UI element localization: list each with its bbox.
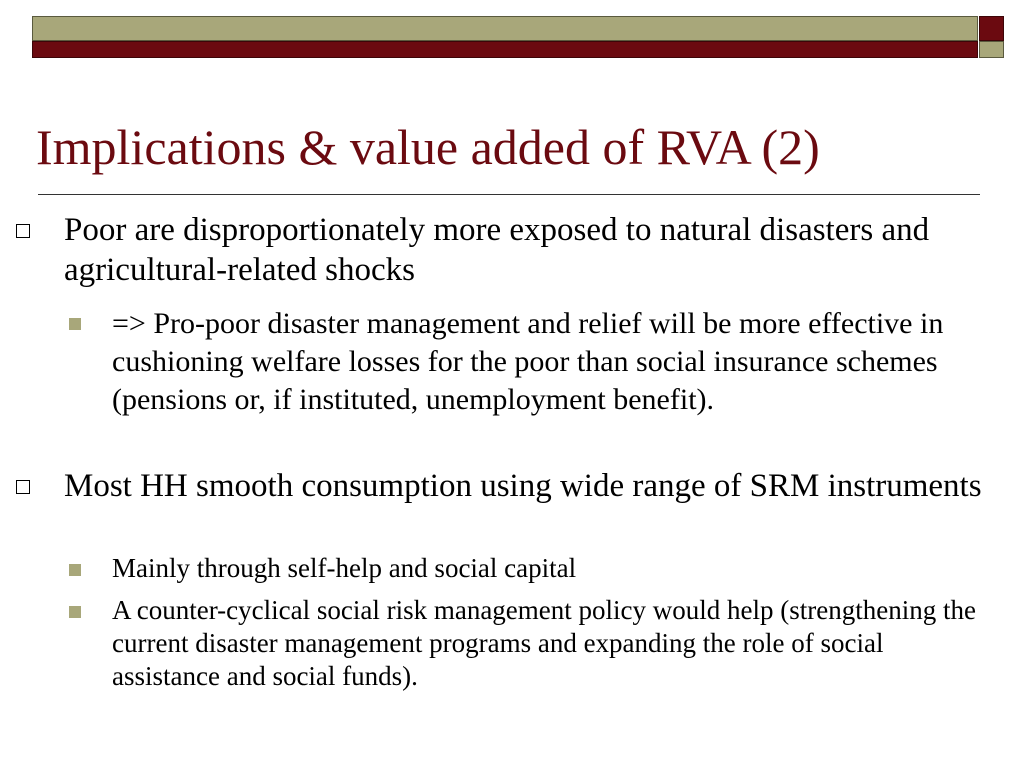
sub-bullet-item: [112, 305, 992, 419]
sub-bullet-item: [112, 552, 992, 585]
slide-title: Implications & value added of RVA (2): [36, 119, 820, 175]
hollow-square-bullet-icon: [16, 224, 30, 238]
filled-square-bullet-icon: [69, 564, 81, 576]
filled-square-bullet-icon: [69, 606, 81, 618]
bullet-item: [64, 210, 994, 290]
sub-bullet-text: => Pro-poor disaster management and relief will be more effective in cushioning welfare losses for the poor than social insurance schemes (pensions or, if instituted, unemployment benefit).: [112, 307, 944, 416]
sub-bullet-item: [112, 594, 992, 693]
sub-bullet-text: Mainly through self-help and social capital: [112, 553, 577, 583]
bullet-text: Most HH smooth consumption using wide range of SRM instruments: [64, 468, 982, 504]
bullet-text: Poor are disproportionately more exposed to natural disasters and agricultural-related shocks: [64, 212, 930, 288]
filled-square-bullet-icon: [69, 318, 81, 330]
bullet-item: [64, 466, 994, 506]
sub-bullet-text: A counter-cyclical social risk management policy would help (strengthening the current disaster management programs and expanding the role of social assistance and social funds).: [112, 595, 976, 691]
hollow-square-bullet-icon: [16, 480, 30, 494]
